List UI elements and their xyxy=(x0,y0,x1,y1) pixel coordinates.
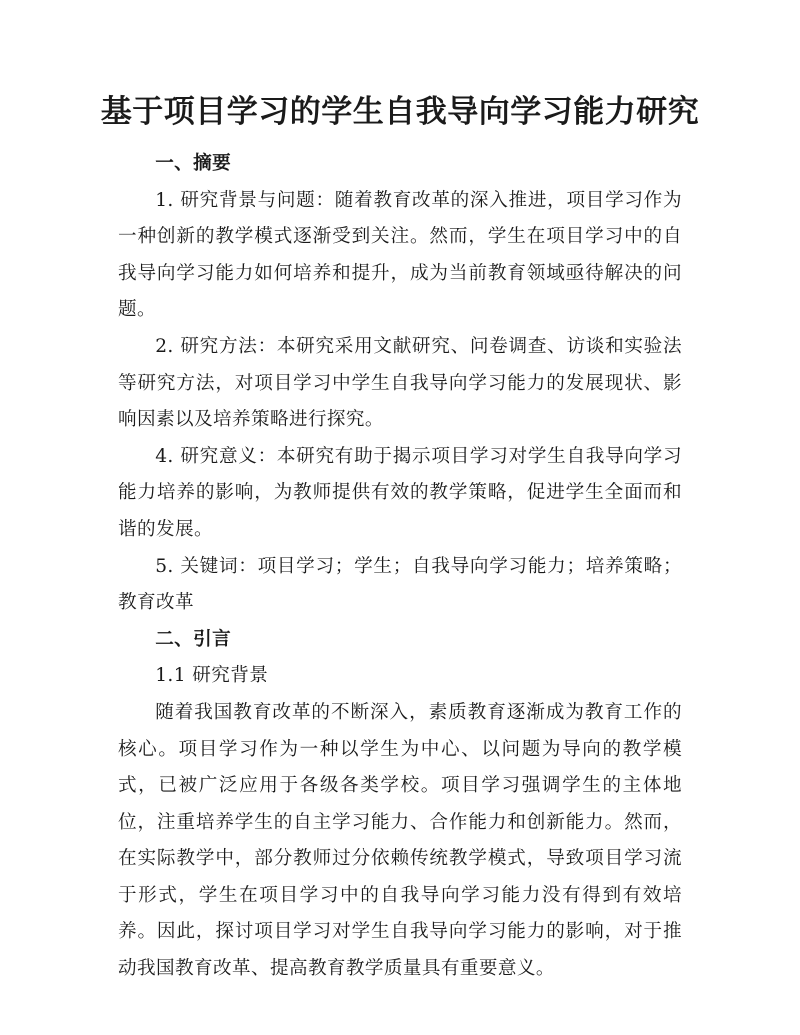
document-title: 基于项目学习的学生自我导向学习能力研究 xyxy=(100,94,700,130)
abstract-paragraph-background: 1. 研究背景与问题：随着教育改革的深入推进，项目学习作为一种创新的教学模式逐渐受到关注。然而，学生在项目学习中的自我导向学习能力如何培养和提升，成为当前教育领域亟待解决的问题。 xyxy=(118,189,682,321)
subsection-heading-background: 1.1 研究背景 xyxy=(155,665,269,687)
section-heading-abstract: 一、摘要 xyxy=(155,153,232,174)
abstract-paragraph-keywords: 5. 关键词：项目学习；学生；自我导向学习能力；培养策略；教育改革 xyxy=(118,555,682,614)
section-heading-introduction: 二、引言 xyxy=(155,628,232,650)
abstract-paragraph-method: 2. 研究方法：本研究采用文献研究、问卷调查、访谈和实验法等研究方法，对项目学习中学生自我导向学习能力的发展现状、影响因素以及培养策略进行探究。 xyxy=(118,335,682,431)
document-body xyxy=(118,146,682,988)
introduction-paragraph: 随着我国教育改革的不断深入，素质教育逐渐成为教育工作的核心。项目学习作为一种以学生为中心、以问题为导向的教学模式，已被广泛应用于各级各类学校。项目学习强调学生的主体地位，注重培养学生的自主学习能力、合作能力和创新能力。然而，在实际教学中，部分教师过分依赖传统教学模式，导致项目学习流于形式，学生在项目学习中的自我导向学习能力没有得到有效培养。因此，探讨项目学习对学生自我导向学习能力的影响，对于推动我国教育改革、提高教育教学质量具有重要意义。 xyxy=(118,701,682,980)
abstract-paragraph-significance: 4. 研究意义：本研究有助于揭示项目学习对学生自我导向学习能力培养的影响，为教师提供有效的教学策略，促进学生全面而和谐的发展。 xyxy=(118,445,682,540)
